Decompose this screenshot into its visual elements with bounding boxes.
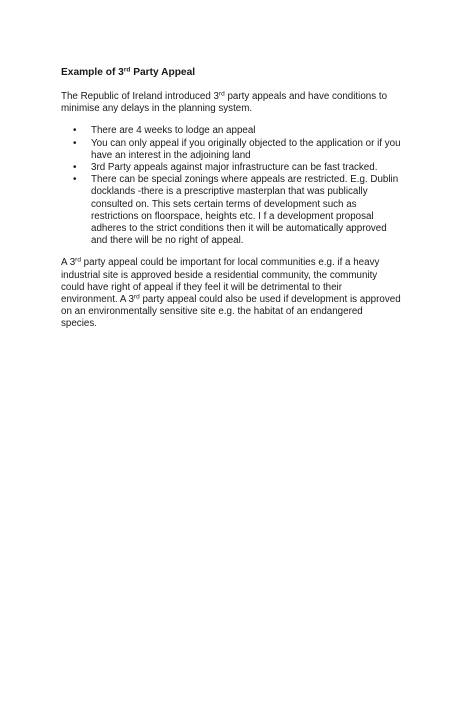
list-item <box>61 138 401 162</box>
bullet-icon: • <box>73 174 77 186</box>
heading-text-post: Party Appeal <box>130 67 196 78</box>
heading-text-pre: Example of 3 <box>61 67 124 78</box>
list-item <box>61 174 401 247</box>
intro-superscript: rd <box>218 90 225 98</box>
conditions-list <box>61 125 401 247</box>
list-item <box>61 125 401 137</box>
bullet-icon: • <box>73 125 77 137</box>
bullet-icon: • <box>73 137 77 149</box>
list-item-text: 3rd Party appeals against major infrastructure can be fast tracked. <box>91 162 378 174</box>
list-item-text: There are 4 weeks to lodge an appeal <box>91 125 256 137</box>
document-heading <box>61 66 401 79</box>
closing-text-mid: party appeal could be important for local communities e.g. if a heavy industrial site is approved beside a residential community, the community could have right of appeal if they feel it will be detrimental to their environment. A 3 <box>61 257 380 306</box>
closing-text-post: party appeal could also be used if development is approved on an environmentally sensitive site e.g. the habitat of an endangered species. <box>61 294 401 330</box>
intro-text-pre: The Republic of Ireland introduced 3 <box>61 91 219 102</box>
list-item-text: There can be special zonings where appeals are restricted. E.g. Dublin docklands -there is a prescriptive masterplan that was publically consulted on. This sets certain terms of development such as restrictions on floorspace, heights etc. I f a development proposal adheres to the strict conditions then it will be automatically approved and there will be no right of appeal. <box>91 174 399 247</box>
heading-superscript: rd <box>123 66 131 74</box>
closing-superscript-2: rd <box>133 293 140 301</box>
closing-text-pre: A 3 <box>61 257 76 269</box>
bullet-icon: • <box>73 162 77 174</box>
intro-paragraph <box>61 91 401 115</box>
list-item-text: You can only appeal if you originally objected to the application or if you have an interest in the adjoining land <box>91 137 401 161</box>
closing-superscript-1: rd <box>75 256 81 264</box>
document-page <box>61 66 401 331</box>
list-item <box>61 162 401 174</box>
closing-paragraph <box>61 257 401 330</box>
intro-text-post: party appeals and have conditions to minimise any delays in the planning system. <box>61 91 388 115</box>
